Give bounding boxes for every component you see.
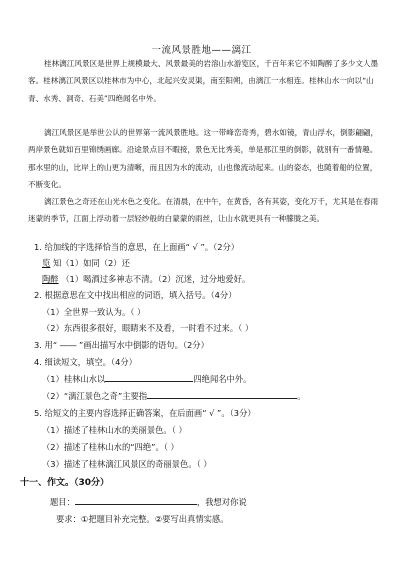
- question-5-prompt: 5. 给短文的主要内容选择正确答案，在后面画“ √ ”。（3分）: [34, 408, 256, 418]
- q4-item1-prefix: （1）桂林山水以: [42, 374, 106, 384]
- essay-topic-prefix: 题目：: [50, 497, 75, 507]
- question-1-item-a: [42, 256, 130, 270]
- q4-item2-prefix: （2）“漓江景色之奇”主要指: [42, 391, 148, 401]
- answer-blank[interactable]: [147, 389, 297, 399]
- question-5-item-3: （3）描述了桂林漓江风景区的奇丽景色。（ ）: [42, 459, 212, 469]
- question-5-item-1: （1）描述了桂林山水的美丽景色。（ ）: [42, 425, 187, 435]
- article-title: 一流风景胜地——漓江: [151, 45, 252, 56]
- options-b: （1）喝酒过多神志不清。（2）沉迷，过分地爱好。: [61, 274, 251, 284]
- options-a: 知（1）如同（2）还: [52, 258, 130, 268]
- paragraph-1: 桂林漓江风景区是世界上规模最大、风景最美的岩溶山水游览区，千百年来它不知陶醉了多少文人墨客。桂林漓江风景区以桂林市为中心，北起兴安灵渠，南至阳朔，由漓江一水相连。桂林山水一向以“山青、水秀、洞奇、石美”四绝闻名中外。: [28, 59, 379, 103]
- question-4-item-2: [42, 389, 305, 403]
- question-4-item-1: [42, 372, 251, 386]
- question-2-prompt: 2. 根据意思在文中找出相应的词语，填入括号。（4分）: [34, 290, 237, 300]
- question-1-prompt: 1. 给加线的字选择恰当的意思，在上面画“ √ ”。（2分）: [34, 242, 240, 252]
- question-3-prompt: 3. 用“ ―― ”画出描写水中倒影的语句。（2分）: [34, 340, 209, 350]
- question-2-item-1: （1）全世界一致认为。（ ）: [42, 307, 146, 317]
- underlined-word-a: 览: [42, 258, 51, 268]
- q4-item2-suffix: 。: [297, 391, 306, 401]
- paragraph-3: 漓江景色之奇还在山光水色之变化。在清晨，在中午，在黄昏，各有其姿，变化万千，尤其是在春雨迷蒙的季节，江面上浮动着一层轻纱般的白蒙蒙的雨丝，让山水就更具有一种朦胧之美。: [28, 197, 379, 224]
- q4-item1-suffix: 四绝闻名中外。: [193, 374, 252, 384]
- topic-blank[interactable]: [75, 495, 197, 505]
- paragraph-2: 漓江风景区是举世公认的世界第一流风景胜地。这一带峰峦奇秀，碧水如镜，青山浮水，倒影翩翩，两岸景色就如百里锦绣画廊。沿途景点目不暇接，景色无比秀美，单是那江里的倒影，就别有一番情趣。那水里的山，比岸上的山更为清晰，而且因为水的流动，山也像流动起来。山的姿态，也随着船的位置，不断变化。: [28, 128, 379, 189]
- question-2-item-2: （2）东西很多很好，眼睛来不及看，一时看不过来。（ ）: [42, 323, 254, 333]
- answer-blank[interactable]: [105, 372, 193, 382]
- question-1-item-b: [42, 272, 250, 286]
- essay-heading: 十一、作文。（30分）: [20, 478, 110, 488]
- question-4-prompt: 4. 细读短文，填空。（4分）: [34, 357, 137, 367]
- essay-topic-suffix: ，我想对你说: [196, 497, 247, 507]
- question-5-item-2: （2）描述了桂林山水的“四绝”。（ ）: [42, 442, 179, 452]
- essay-requirement: 要求：①把题目补充完整。②要写出真情实感。: [56, 514, 229, 524]
- essay-topic: [50, 495, 247, 509]
- underlined-word-b: 陶醉: [42, 274, 59, 284]
